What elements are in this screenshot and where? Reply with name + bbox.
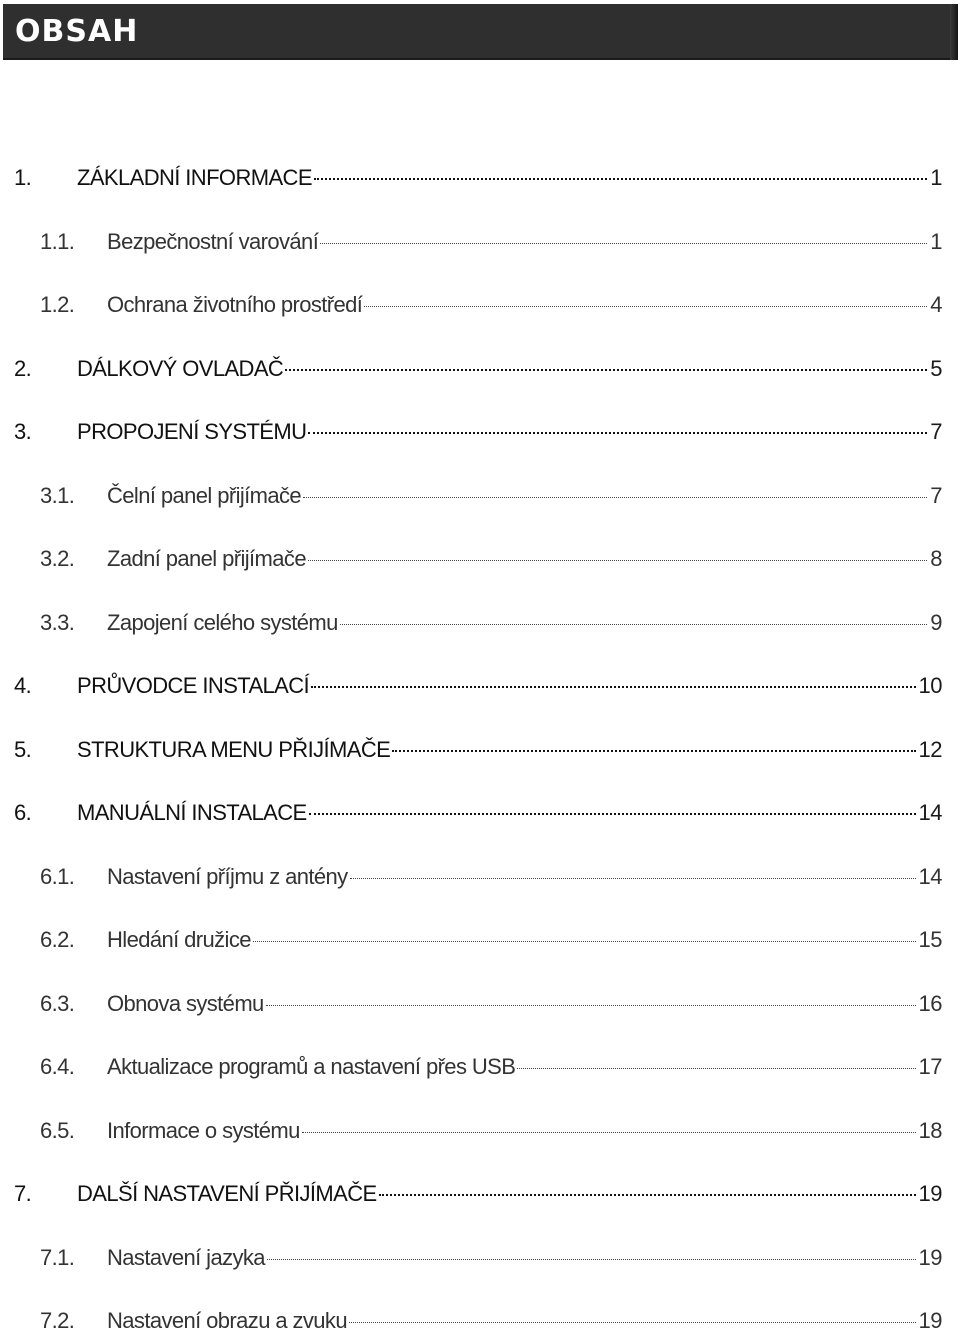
toc-entry-line (107, 924, 942, 956)
toc-entry[interactable] (0, 1115, 960, 1147)
toc-entry-title: Čelní panel přijímače (107, 483, 302, 508)
toc-entry[interactable] (0, 226, 960, 258)
toc-entry-number: 3.2. (40, 546, 75, 571)
toc-entry[interactable] (0, 543, 960, 575)
toc-entry-page-number: 7 (930, 419, 942, 444)
toc-entry[interactable] (0, 797, 960, 829)
toc-entry-line (77, 734, 942, 766)
toc-entry-number: 6.1. (40, 864, 75, 889)
toc-entry[interactable] (0, 1178, 960, 1210)
toc-entry-title: Nastavení jazyka (107, 1245, 265, 1270)
toc-entry-page-number: 16 (918, 991, 942, 1016)
toc-entry[interactable] (0, 1305, 960, 1337)
toc-entry-title: PRŮVODCE INSTALACÍ (77, 673, 310, 698)
toc-entry-number: 3.1. (40, 483, 75, 508)
toc-entry[interactable] (0, 1242, 960, 1274)
toc-dot-leader (320, 243, 927, 244)
toc-dot-leader (379, 1194, 916, 1196)
toc-entry[interactable] (0, 353, 960, 385)
toc-entry-number: 2. (14, 356, 32, 381)
toc-entry-number: 4. (14, 673, 32, 698)
toc-entry-line (107, 861, 942, 893)
toc-entry-page-number: 9 (930, 610, 942, 635)
toc-entry[interactable] (0, 988, 960, 1020)
toc-entry-number: 7.1. (40, 1245, 75, 1270)
toc-entry[interactable] (0, 924, 960, 956)
toc-entry[interactable] (0, 670, 960, 702)
toc-entry-number: 3.3. (40, 610, 75, 635)
toc-entry-page-number: 19 (918, 1245, 942, 1270)
toc-dot-leader (350, 878, 916, 879)
toc-entry-line (77, 670, 942, 702)
toc-entry-title: DÁLKOVÝ OVLADAČ (77, 356, 284, 381)
toc-entry-line (77, 1178, 942, 1210)
toc-entry-title: STRUKTURA MENU PŘIJÍMAČE (77, 737, 391, 762)
toc-entry-number: 7.2. (40, 1308, 75, 1333)
toc-entry-line (107, 543, 942, 575)
toc-dot-leader (308, 432, 927, 434)
toc-entry[interactable] (0, 289, 960, 321)
toc-entry-page-number: 17 (918, 1054, 942, 1079)
toc-entry[interactable] (0, 734, 960, 766)
toc-dot-leader (349, 1322, 916, 1323)
toc-entry-title: Nastavení příjmu z antény (107, 864, 348, 889)
toc-entry-line (107, 289, 942, 321)
toc-entry-number: 6.2. (40, 927, 75, 952)
toc-entry-line (107, 1051, 942, 1083)
toc-dot-leader (311, 686, 915, 688)
toc-entry-title: Bezpečnostní varování (107, 229, 319, 254)
toc-entry-page-number: 18 (918, 1118, 942, 1143)
toc-entry[interactable] (0, 861, 960, 893)
toc-dot-leader (302, 1132, 916, 1133)
toc-entry-title: Ochrana životního prostředí (107, 292, 363, 317)
toc-entry-page-number: 1 (930, 165, 942, 190)
toc-entry-number: 6. (14, 800, 32, 825)
toc-entry-title: PROPOJENÍ SYSTÉMU (77, 419, 307, 444)
toc-entry-page-number: 7 (930, 483, 942, 508)
toc-entry-line (107, 1115, 942, 1147)
toc-entry-number: 1.2. (40, 292, 75, 317)
toc-entry-line (107, 1242, 942, 1274)
toc-dot-leader (253, 941, 916, 942)
toc-entry-line (77, 797, 942, 829)
toc-entry[interactable] (0, 480, 960, 512)
toc-dot-leader (266, 1005, 916, 1006)
toc-entry-title: ZÁKLADNÍ INFORMACE (77, 165, 312, 190)
toc-entry-page-number: 10 (918, 673, 942, 698)
toc-dot-leader (392, 750, 915, 752)
toc-dot-leader (364, 306, 927, 307)
toc-entry-title: Obnova systému (107, 991, 264, 1016)
toc-entry-title: Hledání družice (107, 927, 251, 952)
toc-entry-number: 1. (14, 165, 32, 190)
toc-entry-title: DALŠÍ NASTAVENÍ PŘIJÍMAČE (77, 1181, 377, 1206)
toc-entry-page-number: 1 (930, 229, 942, 254)
toc-entry-page-number: 14 (918, 800, 942, 825)
toc-dot-leader (267, 1259, 916, 1260)
toc-entry-page-number: 14 (918, 864, 942, 889)
toc-entry-page-number: 12 (918, 737, 942, 762)
toc-dot-leader (309, 813, 916, 815)
toc-dot-leader (314, 178, 927, 180)
toc-entry-page-number: 8 (930, 546, 942, 571)
toc-dot-leader (285, 369, 927, 371)
toc-entry-line (107, 988, 942, 1020)
toc-entry-number: 5. (14, 737, 32, 762)
toc-entry-page-number: 5 (930, 356, 942, 381)
toc-entry-page-number: 15 (918, 927, 942, 952)
toc-entry-line (107, 226, 942, 258)
toc-entry-number: 6.5. (40, 1118, 75, 1143)
toc-entry-title: Informace o systému (107, 1118, 300, 1143)
toc-dot-leader (303, 497, 927, 498)
toc-entry-number: 1.1. (40, 229, 75, 254)
toc-dot-leader (517, 1068, 915, 1069)
toc-entry-line (77, 162, 942, 194)
toc-entry-title: Zapojení celého systému (107, 610, 338, 635)
toc-entry-page-number: 19 (918, 1308, 942, 1333)
toc-entry-page-number: 4 (930, 292, 942, 317)
toc-entry-number: 6.4. (40, 1054, 75, 1079)
toc-entry[interactable] (0, 162, 960, 194)
toc-entry-number: 7. (14, 1181, 32, 1206)
toc-entry-number: 6.3. (40, 991, 75, 1016)
toc-entry-page-number: 19 (918, 1181, 942, 1206)
toc-entry-number: 3. (14, 419, 32, 444)
toc-entry-line (77, 353, 942, 385)
toc-entry-title: Zadní panel přijímače (107, 546, 306, 571)
toc-entry-title: Aktualizace programů a nastavení přes USB (107, 1054, 516, 1079)
toc-entry[interactable] (0, 607, 960, 639)
toc-entry-line (107, 1305, 942, 1337)
toc-dot-leader (308, 560, 927, 561)
toc-entry-title: MANUÁLNÍ INSTALACE (77, 800, 307, 825)
toc-entry-title: Nastavení obrazu a zvuku (107, 1308, 347, 1333)
toc-entry[interactable] (0, 416, 960, 448)
toc-entry-line (107, 607, 942, 639)
toc-entry-line (77, 416, 942, 448)
toc-dot-leader (340, 624, 927, 625)
contents-heading: OBSAH (15, 14, 139, 49)
toc-entry[interactable] (0, 1051, 960, 1083)
toc-entry-line (107, 480, 942, 512)
